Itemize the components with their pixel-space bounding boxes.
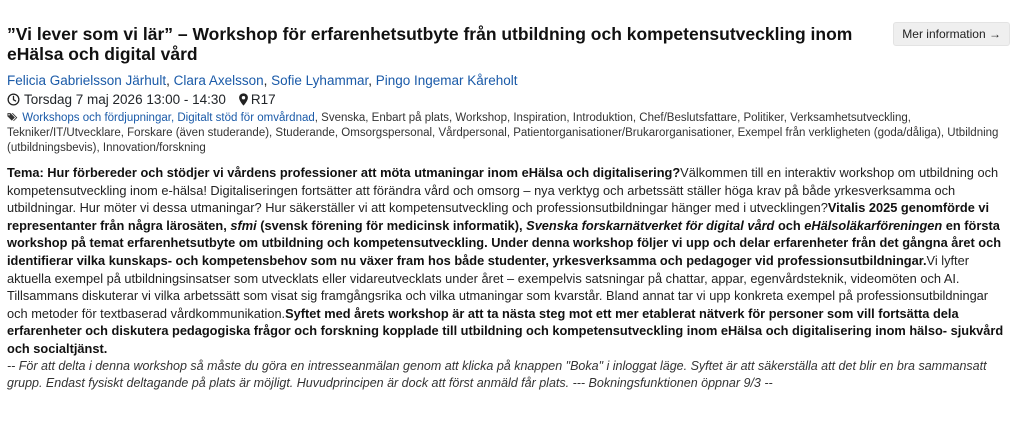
map-pin-icon (238, 93, 249, 106)
desc-association: eHälsoläkarföreningen (804, 217, 943, 233)
desc-vitalis-c: och (774, 217, 805, 233)
desc-vitalis-b: (svensk förening för medicinsk informatik), (256, 217, 527, 233)
room-label: R17 (250, 92, 276, 107)
author-separator: , (166, 73, 174, 88)
tag-list (7, 111, 1010, 156)
booking-note: -- För att delta i denna workshop så måste du göra en intresseanmälan genom att klicka på knappen "Boka" i inloggat läge. Syftet är att säkerställa att det blir en bra sammansatt grupp. Endast fysiskt deltagande på plats är möjligt. Huvudprincipen är dock att först anmäld får plats. --- Bokningsfunktionen öppnar 9/3 -- (7, 358, 987, 391)
author-link[interactable]: Felicia Gabrielsson Järhult (7, 73, 167, 88)
session-description (7, 164, 1010, 358)
tag-text: , Svenska, Enbart på plats, Workshop, Inspiration, Introduktion, Chef/Beslutsfattare, Politiker, Verksamhetsutveckling, Tekniker/IT/Utvecklare, Forskare (även studerande), Studerande, Omsorgspersonal, Vårdpersonal, Patientorganisationer/Brukarorganisationer, Exempel från verkligheten (goda/dåliga), Utbildning (utbildningsbevis), Innovation/forskning (7, 112, 999, 154)
session-room (238, 91, 276, 108)
author-list (7, 72, 1010, 89)
author-link[interactable]: Sofie Lyhammar (271, 73, 369, 88)
author-separator: , (368, 73, 376, 88)
tags-icon (7, 112, 19, 122)
desc-network: Svenska forskarnätverket för digital vård (526, 217, 775, 233)
desc-purpose: Syftet med årets workshop är att ta nästa steg mot ett mer etablerat nätverk för personer som vill fortsätta dela erfarenheter och diskutera pedagogiska frågor och forskning kopplade till utbildning och kompetensutveckling inom eHälsa och digitalisering inom hälso- sjukvård och socialtjänst. (7, 305, 1004, 356)
author-separator: , (263, 73, 272, 88)
desc-sfmi: sfmi (230, 217, 257, 233)
desc-examples: Vi lyfter aktuella exempel på utbildningsinsatser som utvecklats eller vidareutvecklats under året – exempelvis satsningar på chattar, appar, egenvårdsteknik, videomöten och AI. Tillsammans diskuterar vi vilka arbetssätt som visat sig framgångsrika och vilka utmaningar som kvarstår. Bland annat tar vi upp konkreta exempel på professionsutbildningar och metoder för textbaserad vårdkommunikation. (7, 252, 989, 321)
author-link[interactable]: Pingo Ingemar Kåreholt (375, 73, 518, 88)
desc-intro: Välkommen till en interaktiv workshop om utbildning och kompetensutveckling inom e-hälsa! Digitaliseringen fortsätter att förändra vård och omsorg – nya verktyg och arbetssätt ställer höga krav på både yrkesverksamma och utbildningar. Hur möter vi dessa utmaningar? Hur säkerställer vi att kompetensutveckling och professionsutbildningar hänger med i utvecklingen? (7, 165, 999, 216)
desc-vitalis-a: Vitalis 2025 genomförde vi representanter från några lärosäten, (7, 200, 990, 233)
session-datetime: Torsdag 7 maj 2026 13:00 - 14:30 (24, 92, 226, 107)
desc-theme: Tema: Hur förbereder och stödjer vi vårdens professioner att möta utmaningar inom eHälsa och digitalisering? (7, 165, 681, 180)
tag-links[interactable]: Workshops och fördjupningar, Digitalt stöd för omvårdnad (22, 112, 315, 124)
clock-icon (7, 93, 20, 106)
session-meta (7, 91, 1010, 108)
session-title: ”Vi lever som vi lär” – Workshop för erfarenhetsutbyte från utbildning och kompetensutveckling inom eHälsa och digital vård (7, 24, 853, 64)
desc-vitalis-d: en första workshop på temat erfarenhetsutbyte om utbildning och kompetensutveckling. Under denna workshop följer vi upp och delar erfarenheter från det gångna året och identifierar vilka kunskaps- och kompetensbehov som nu växer fram hos både studenter, yrkesverksamma och pedagoger vid professionsutbildningar. (7, 217, 1002, 268)
author-link[interactable]: Clara Axelsson (173, 73, 264, 88)
more-info-button[interactable]: Mer information → (893, 22, 1010, 46)
